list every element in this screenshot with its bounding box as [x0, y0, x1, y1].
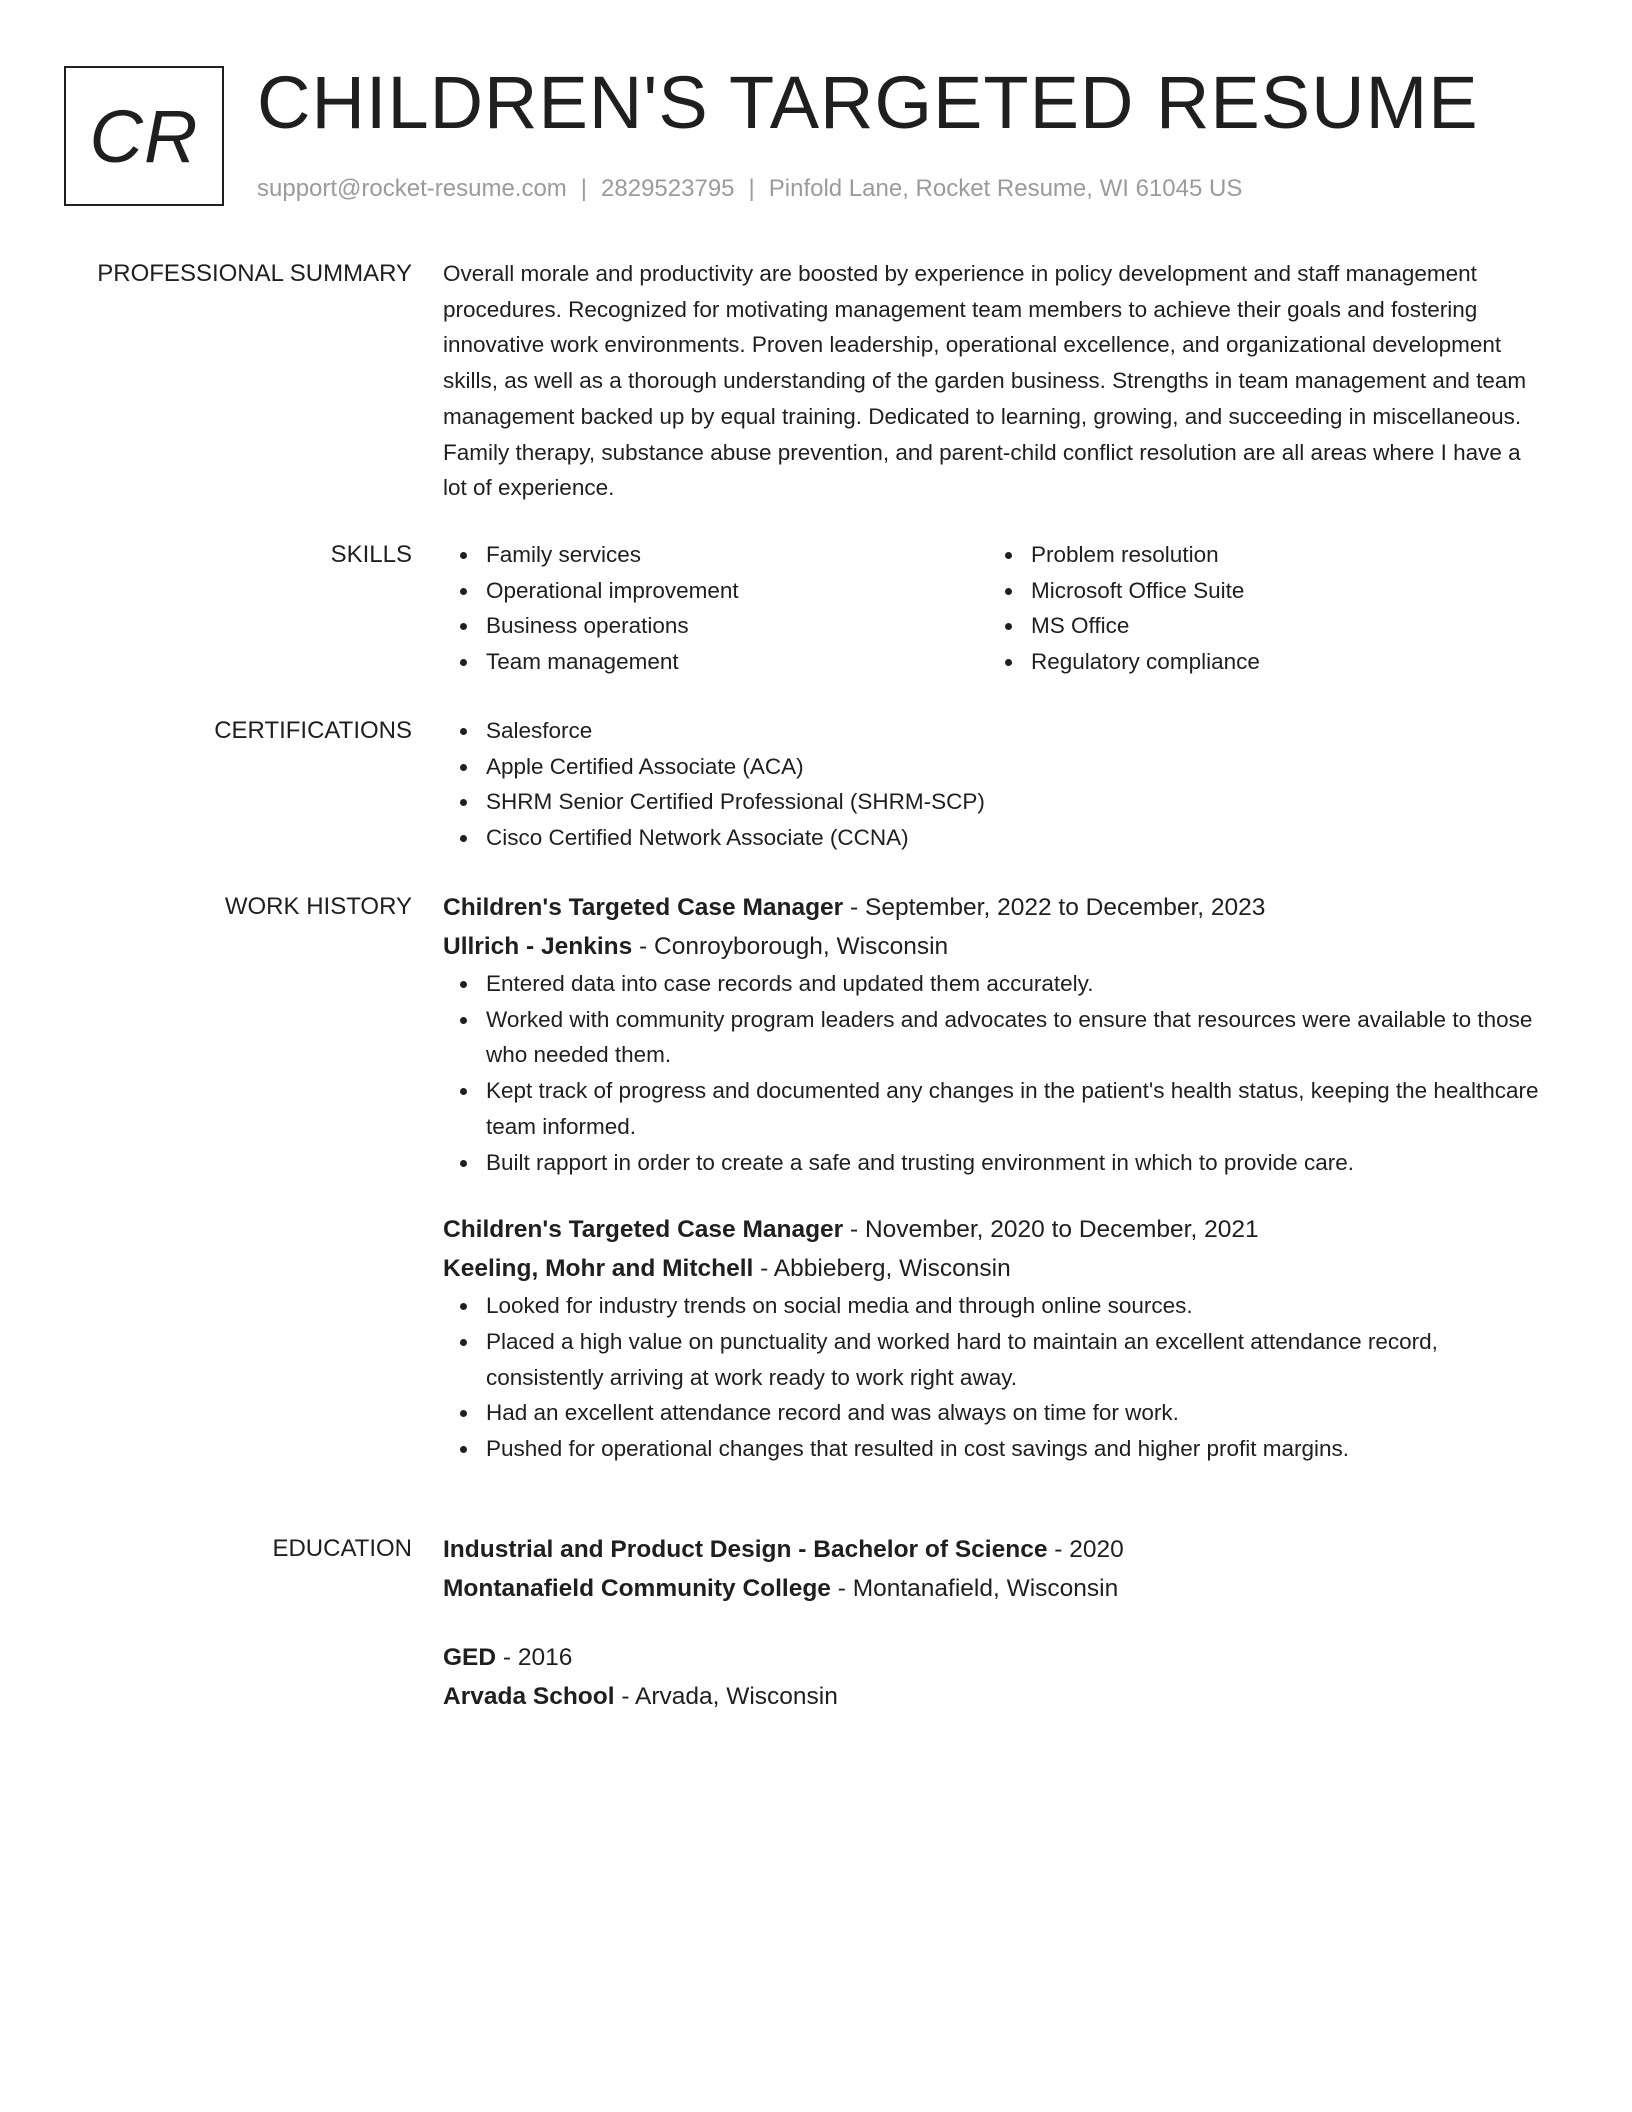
skills-grid	[443, 537, 1548, 680]
contact-address: Pinfold Lane, Rocket Resume, WI 61045 US	[768, 175, 1243, 202]
education-degree: Industrial and Product Design - Bachelor of Science	[443, 1536, 1048, 1563]
job-title: Children's Targeted Case Manager	[443, 1216, 844, 1244]
education-location: - Montanafield, Wisconsin	[830, 1575, 1119, 1602]
job-duties-list	[443, 1288, 1548, 1467]
skill-item: Microsoft Office Suite	[988, 573, 1533, 609]
summary-text: Overall morale and productivity are boosted by experience in policy development and staff management procedures. Recognized for motivating management team members to achieve their goals and fostering innovative work environments. Proven leadership, operational excellence, and organizational development skills, as well as a thorough understanding of the garden business. Strengths in team management and team management backed up by equal training. Dedicated to learning, growing, and succeeding in miscellaneous. Family therapy, substance abuse prevention, and parent-child conflict resolution are all areas where I have a lot of experience.	[443, 261, 1527, 501]
contact-separator: |	[580, 175, 588, 202]
section-label-skills: SKILLS	[330, 541, 412, 568]
section-label-education: EDUCATION	[272, 1535, 412, 1562]
education-degree-line	[443, 1530, 1548, 1569]
education-entry	[443, 1530, 1548, 1608]
certification-item: Salesforce	[443, 713, 1548, 749]
certification-item: Cisco Certified Network Associate (CCNA)	[443, 820, 1548, 856]
job-location: - Conroyborough, Wisconsin	[632, 933, 949, 960]
contact-phone: 2829523795	[601, 175, 735, 202]
education-degree: GED	[443, 1644, 497, 1671]
job-duty-item: Built rapport in order to create a safe and trusting environment in which to provide care.	[443, 1145, 1548, 1181]
certification-item: SHRM Senior Certified Professional (SHRM-SCP)	[443, 784, 1548, 820]
job-duty-item: Kept track of progress and documented any changes in the patient's health status, keeping the healthcare team informed.	[443, 1073, 1548, 1144]
summary-section	[443, 256, 1548, 506]
section-label-summary: PROFESSIONAL SUMMARY	[97, 260, 412, 287]
job-duty-item: Worked with community program leaders and advocates to ensure that resources were available to those who needed them.	[443, 1002, 1548, 1073]
education-entry	[443, 1638, 1548, 1716]
job-company: Keeling, Mohr and Mitchell	[443, 1255, 754, 1283]
certifications-section	[443, 713, 1548, 856]
job-entry	[443, 1210, 1548, 1467]
skill-item: Regulatory compliance	[988, 644, 1533, 680]
skills-list-right	[988, 537, 1533, 680]
resume-title: CHILDREN'S TARGETED RESUME	[257, 61, 1479, 144]
section-label-work-history: WORK HISTORY	[224, 893, 412, 920]
job-title-line	[443, 1210, 1548, 1249]
section-label-certifications: CERTIFICATIONS	[214, 717, 412, 744]
job-dates: - September, 2022 to December, 2023	[843, 894, 1266, 921]
job-duty-item: Placed a high value on punctuality and worked hard to maintain an excellent attendance record, consistently arriving at work ready to work right away.	[443, 1324, 1548, 1395]
contact-separator: |	[748, 175, 755, 202]
job-duties-list	[443, 966, 1548, 1180]
job-duty-item: Had an excellent attendance record and was always on time for work.	[443, 1395, 1548, 1431]
skills-list-left	[443, 537, 988, 680]
job-location: - Abbieberg, Wisconsin	[753, 1255, 1011, 1283]
job-company-line	[443, 1249, 1548, 1288]
skill-item: MS Office	[988, 608, 1533, 644]
job-entry	[443, 888, 1548, 1180]
job-company: Ullrich - Jenkins	[443, 933, 633, 960]
monogram-badge	[64, 66, 224, 206]
education-school: Montanafield Community College	[443, 1575, 831, 1602]
job-title: Children's Targeted Case Manager	[443, 894, 844, 921]
skill-item: Family services	[443, 537, 988, 573]
job-duty-item: Looked for industry trends on social media and through online sources.	[443, 1288, 1548, 1324]
monogram-text: CR	[89, 94, 199, 178]
skill-item: Problem resolution	[988, 537, 1533, 573]
job-title-line	[443, 888, 1548, 927]
job-company-line	[443, 927, 1548, 966]
contact-email: support@rocket-resume.com	[257, 175, 567, 202]
job-dates: - November, 2020 to December, 2021	[843, 1216, 1259, 1244]
certification-item: Apple Certified Associate (ACA)	[443, 749, 1548, 785]
education-location: - Arvada, Wisconsin	[614, 1683, 838, 1710]
education-degree-line	[443, 1638, 1548, 1677]
contact-line	[257, 173, 1242, 205]
skills-section	[443, 537, 1548, 680]
skill-item: Operational improvement	[443, 573, 988, 609]
job-duty-item: Pushed for operational changes that resulted in cost savings and higher profit margins.	[443, 1431, 1548, 1467]
job-duty-item: Entered data into case records and updated them accurately.	[443, 966, 1548, 1002]
education-year: - 2020	[1047, 1536, 1124, 1563]
education-school-line	[443, 1677, 1548, 1716]
education-year: - 2016	[496, 1644, 573, 1671]
education-school-line	[443, 1569, 1548, 1608]
work-history-section	[443, 888, 1548, 1467]
education-school: Arvada School	[443, 1683, 615, 1710]
skill-item: Business operations	[443, 608, 988, 644]
skill-item: Team management	[443, 644, 988, 680]
certifications-list	[443, 713, 1548, 856]
education-section	[443, 1530, 1548, 1716]
